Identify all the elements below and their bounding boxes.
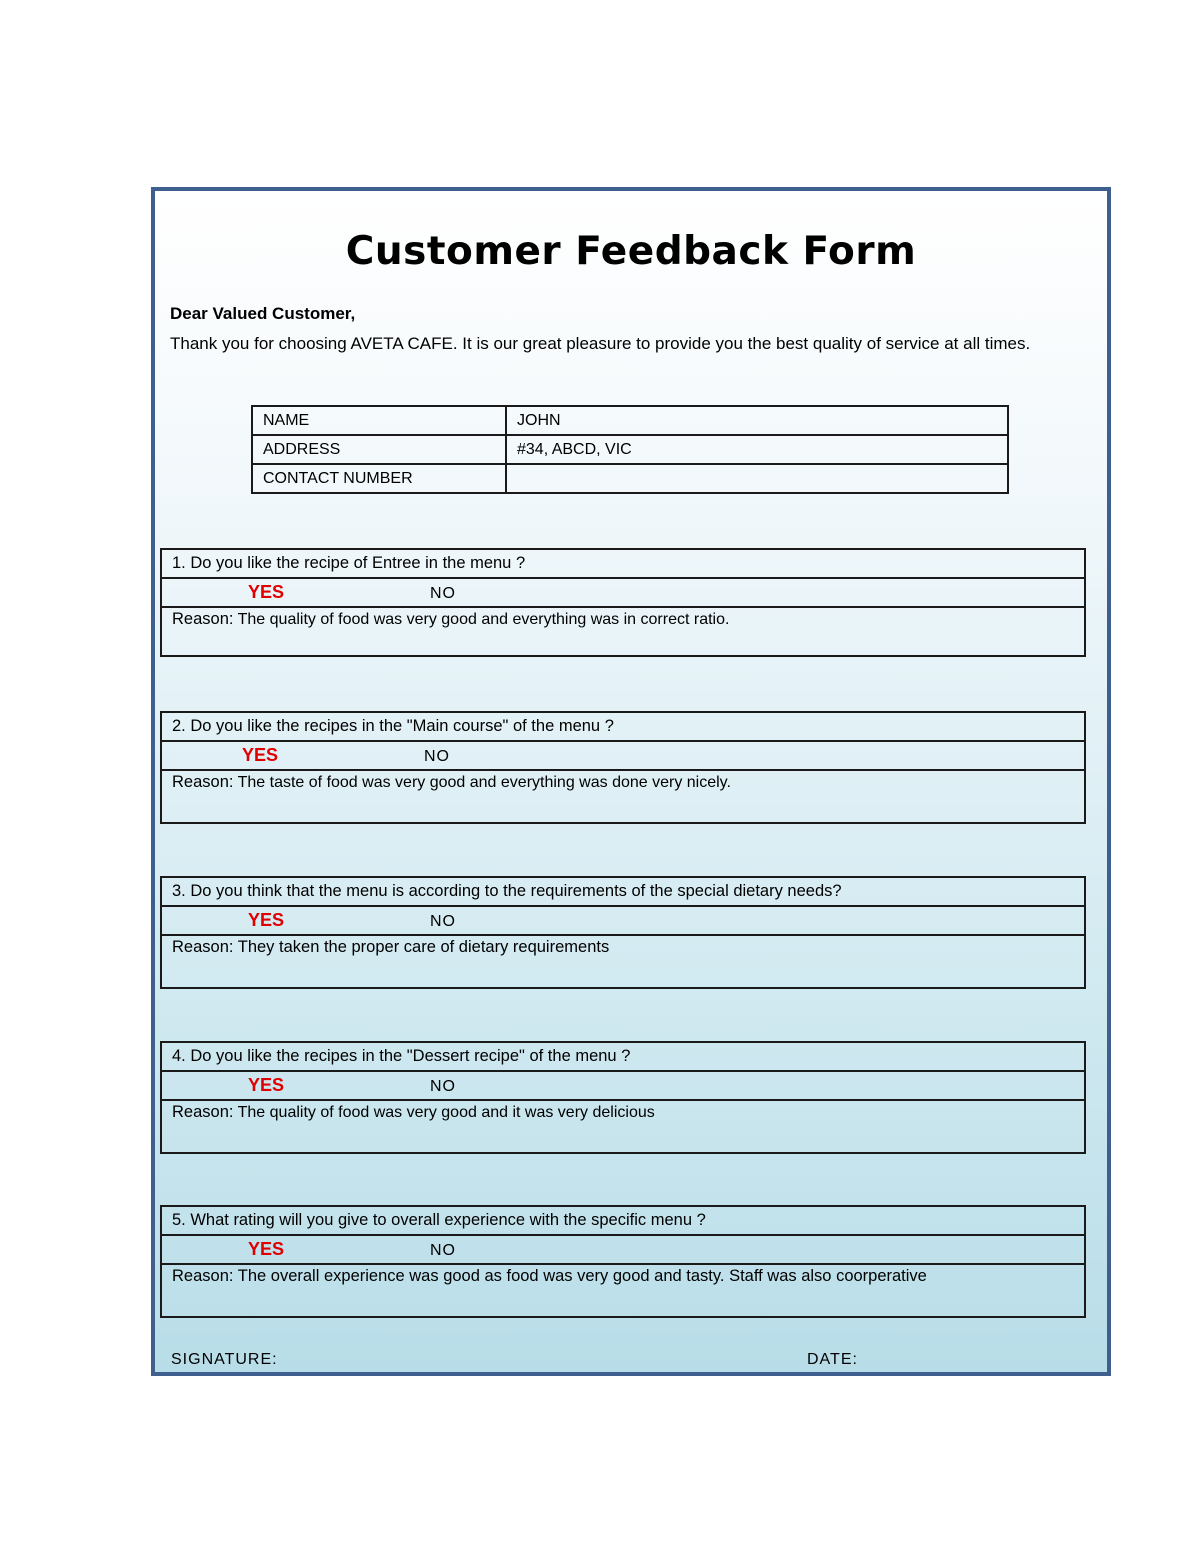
reason-label: Reason: [172, 610, 234, 628]
name-label: NAME [252, 406, 506, 435]
no-option[interactable]: NO [424, 748, 450, 765]
info-row-address [252, 435, 1008, 464]
question-text: 3. Do you think that the menu is according to the requirements of the special dietary needs? [162, 878, 1084, 907]
reason-row[interactable] [162, 1265, 1084, 1316]
info-row-contact [252, 464, 1008, 493]
question-text: 5. What rating will you give to overall experience with the specific menu ? [162, 1207, 1084, 1236]
question-text: 1. Do you like the recipe of Entree in the menu ? [162, 550, 1084, 579]
reason-label: Reason: [172, 1103, 234, 1121]
question-2 [160, 711, 1086, 824]
yes-option[interactable]: YES [248, 582, 285, 602]
address-value[interactable]: #34, ABCD, VIC [506, 435, 1008, 464]
no-option[interactable]: NO [430, 1078, 456, 1095]
no-option[interactable]: NO [430, 1242, 456, 1259]
answer-row [162, 907, 1084, 936]
signature-label[interactable]: SIGNATURE: [171, 1351, 278, 1368]
answer-row [162, 1236, 1084, 1265]
customer-info-table [251, 405, 1009, 494]
reason-row[interactable] [162, 936, 1084, 987]
answer-row [162, 742, 1084, 771]
reason-label: Reason: [172, 773, 234, 791]
question-4 [160, 1041, 1086, 1154]
contact-value[interactable] [506, 464, 1008, 493]
date-label[interactable]: DATE: [807, 1351, 858, 1368]
reason-label: Reason: [172, 938, 234, 956]
feedback-form [151, 187, 1111, 1376]
no-option[interactable]: NO [430, 585, 456, 602]
answer-row [162, 1072, 1084, 1101]
question-text: 2. Do you like the recipes in the "Main course" of the menu ? [162, 713, 1084, 742]
question-text: 4. Do you like the recipes in the "Dessert recipe" of the menu ? [162, 1043, 1084, 1072]
address-label: ADDRESS [252, 435, 506, 464]
reason-text: The quality of food was very good and everything was in correct ratio. [233, 611, 730, 628]
yes-option[interactable]: YES [242, 745, 279, 765]
info-row-name [252, 406, 1008, 435]
reason-text: They taken the proper care of dietary requirements [233, 938, 610, 956]
answer-row [162, 579, 1084, 608]
reason-text: The quality of food was very good and it was very delicious [233, 1104, 655, 1121]
reason-row[interactable] [162, 1101, 1084, 1152]
question-3 [160, 876, 1086, 989]
reason-text: The overall experience was good as food was very good and tasty. Staff was also coorperative [233, 1267, 927, 1285]
name-value[interactable]: JOHN [506, 406, 1008, 435]
form-title: Customer Feedback Form [345, 229, 917, 274]
question-5 [160, 1205, 1086, 1318]
reason-text: The taste of food was very good and everything was done very nicely. [233, 774, 731, 791]
reason-row[interactable] [162, 771, 1084, 822]
intro-text: Thank you for choosing AVETA CAFE. It is our great pleasure to provide you the best quality of service at all times. [170, 334, 1031, 353]
question-1 [160, 548, 1086, 657]
yes-option[interactable]: YES [248, 1239, 285, 1259]
reason-row[interactable] [162, 608, 1084, 655]
reason-label: Reason: [172, 1267, 234, 1285]
yes-option[interactable]: YES [248, 1075, 285, 1095]
greeting: Dear Valued Customer, [170, 304, 356, 323]
yes-option[interactable]: YES [248, 910, 285, 930]
contact-label: CONTACT NUMBER [252, 464, 506, 493]
no-option[interactable]: NO [430, 913, 456, 930]
